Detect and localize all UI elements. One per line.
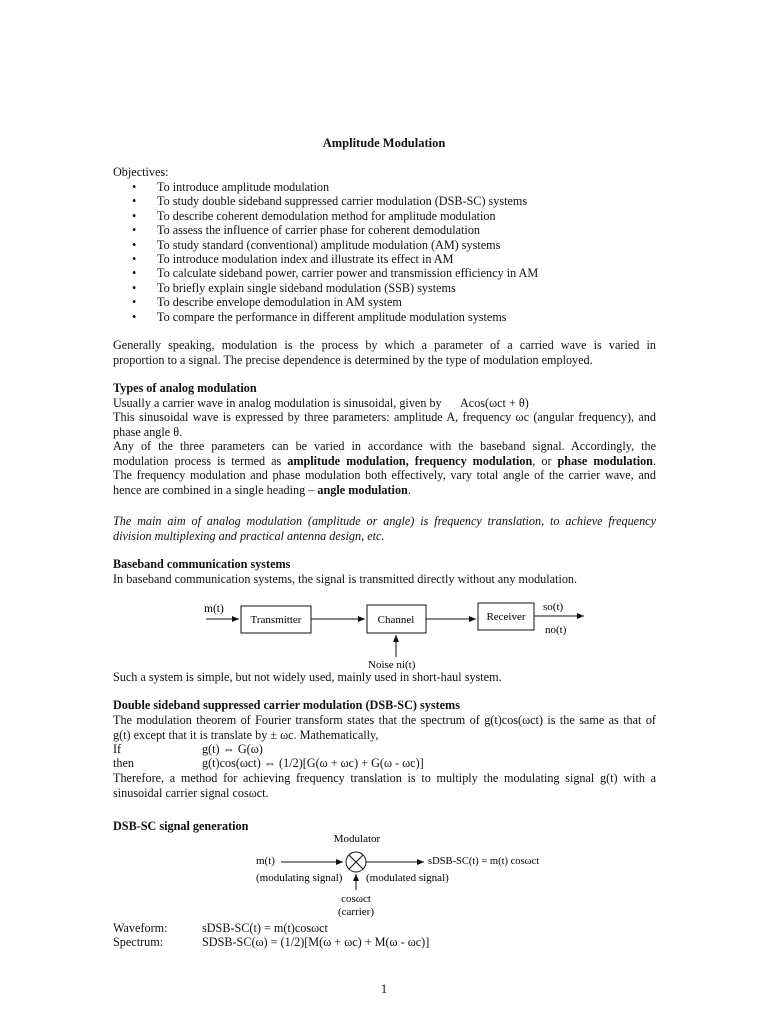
receiver-label: Receiver bbox=[486, 611, 526, 623]
spectrum-label: Spectrum: bbox=[113, 935, 164, 949]
term-phase-modulation: phase modulation bbox=[557, 453, 653, 468]
term-amplitude-modulation: amplitude modulation bbox=[287, 453, 406, 468]
objectives-label: Objectives: bbox=[113, 165, 169, 179]
aim-paragraph: The main aim of analog modulation (amplitude or angle) is frequency translation, to achieve frequency division multiplexing and practical antenna design, etc. bbox=[113, 514, 656, 543]
dsbsc-paragraph: The modulation theorem of Fourier transform states that the spectrum of g(t)cos(ωct) is the same as that of g(t) except that it is translate by ± ωc. Mathematically, bbox=[113, 713, 656, 742]
list-item: • To study double sideband suppressed carrier modulation (DSB-SC) systems bbox=[130, 194, 538, 208]
transmitter-label: Transmitter bbox=[250, 614, 302, 626]
waveform-expression: sDSB-SC(t) = m(t)cosωct bbox=[202, 921, 328, 935]
input-label: m(t) bbox=[204, 603, 224, 615]
intro-paragraph: Generally speaking, modulation is the process by which a parameter of a carried wave is varied in proportion to a signal. The precise dependence is determined by the type of modulation employed. bbox=[113, 338, 656, 367]
modulator-label: Modulator bbox=[333, 833, 381, 845]
baseband-heading: Baseband communication systems bbox=[113, 557, 291, 571]
output-signal-label: so(t) bbox=[543, 601, 564, 613]
output-noise-label: no(t) bbox=[545, 624, 567, 636]
carrier-expression: Acos(ωct + θ) bbox=[460, 396, 529, 410]
dsbsc-paragraph-2: Therefore, a method for achieving frequency translation is to multiply the modulating signal g(t) with a sinusoidal carrier signal cosωct. bbox=[113, 771, 656, 800]
term-frequency-modulation: frequency modulation bbox=[414, 453, 533, 468]
waveform-label: Waveform: bbox=[113, 921, 168, 935]
carrier-label: cosωct bbox=[341, 893, 371, 905]
list-item: • To describe envelope demodulation in AM system bbox=[130, 295, 538, 309]
term-angle-modulation: angle modulation bbox=[317, 482, 408, 497]
list-item: • To calculate sideband power, carrier power and transmission efficiency in AM bbox=[130, 266, 538, 280]
then-label: then bbox=[113, 756, 134, 770]
baseband-after: Such a system is simple, but not widely used, mainly used in short-haul system. bbox=[113, 670, 502, 684]
baseband-block-diagram bbox=[0, 590, 768, 675]
modulated-signal-desc: (modulated signal) bbox=[366, 872, 449, 884]
noise-input-label: Noise ni(t) bbox=[368, 659, 416, 671]
spectrum-expression: SDSB-SC(ω) = (1/2)[M(ω + ωc) + M(ω - ωc)] bbox=[202, 935, 430, 949]
objectives-list bbox=[130, 180, 538, 324]
page-number: 1 bbox=[380, 982, 388, 996]
types-heading: Types of analog modulation bbox=[113, 381, 257, 395]
modulating-signal-desc: (modulating signal) bbox=[256, 872, 343, 884]
channel-label: Channel bbox=[377, 614, 415, 626]
list-item: • To introduce modulation index and illustrate its effect in AM bbox=[130, 252, 538, 266]
list-item: • To assess the influence of carrier phase for coherent demodulation bbox=[130, 223, 538, 237]
if-label: If bbox=[113, 742, 122, 756]
page-title: Amplitude Modulation bbox=[322, 136, 446, 150]
list-item: • To briefly explain single sideband modulation (SSB) systems bbox=[130, 281, 538, 295]
if-expression: g(t) ⇔ G(ω) bbox=[202, 742, 263, 756]
baseband-text: In baseband communication systems, the signal is transmitted directly without any modulation. bbox=[113, 572, 578, 586]
modulator-diagram bbox=[0, 828, 768, 920]
dsbsc-heading: Double sideband suppressed carrier modulation (DSB-SC) systems bbox=[113, 698, 460, 712]
list-item: • To describe coherent demodulation method for amplitude modulation bbox=[130, 209, 538, 223]
modulator-output-label: sDSB-SC(t) = m(t) cosωct bbox=[428, 856, 540, 867]
then-expression: g(t)cos(ωct) ⇔ (1/2)[G(ω + ωc) + G(ω - ωc)] bbox=[202, 756, 424, 770]
generation-heading: DSB-SC signal generation bbox=[113, 819, 249, 833]
list-item: • To introduce amplitude modulation bbox=[130, 180, 538, 194]
carrier-desc: (carrier) bbox=[337, 906, 375, 918]
list-item: • To study standard (conventional) amplitude modulation (AM) systems bbox=[130, 238, 538, 252]
types-paragraph: This sinusoidal wave is expressed by three parameters: amplitude A, frequency ωc (angular frequency), and phase angle θ. Any of the three parameters can be varied in accordance with the baseband signal. Accordingly, the modulation process is termed as amplitude modulation, frequency modulation, or phase modulation. The frequency modulation and phase modulation both effectively, vary total angle of the carrier wave, and hence are combined in a single heading – angle modulation. bbox=[113, 410, 656, 497]
modulator-input-label: m(t) bbox=[256, 855, 275, 867]
list-item: • To compare the performance in different amplitude modulation systems bbox=[130, 310, 538, 324]
types-line-1: Usually a carrier wave in analog modulation is sinusoidal, given by bbox=[113, 396, 442, 410]
